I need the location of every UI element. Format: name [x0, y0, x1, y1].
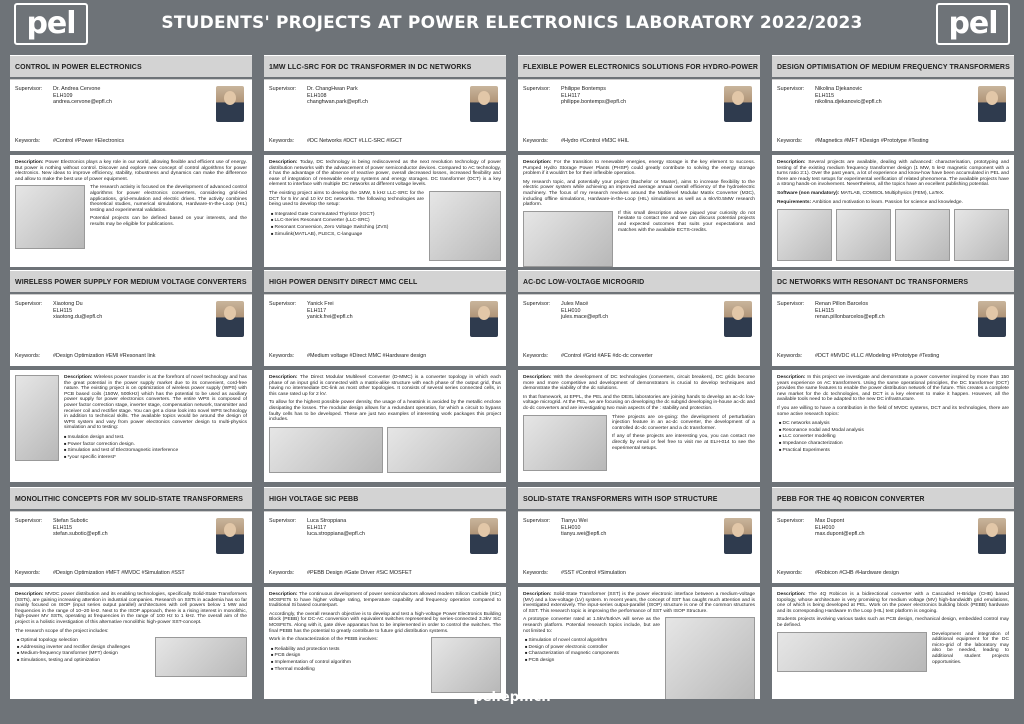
project-figure: [777, 632, 927, 672]
card-title: FLEXIBLE POWER ELECTRONICS SOLUTIONS FOR HYDRO-POWER: [518, 55, 760, 77]
paragraph: If any of these projects are interesting you, you can contact me directly by email or feel free to visit me at ELH-014 to see the experimental setups.: [612, 434, 755, 451]
description-block: [518, 587, 760, 699]
topic-list: [777, 420, 1009, 453]
project-card: [772, 270, 1014, 482]
poster-title: STUDENTS' PROJECTS AT POWER ELECTRONICS LABORATORY 2022/2023: [161, 13, 863, 33]
topic-item: ■ Characterization of magnetic components: [525, 650, 755, 657]
topic-item: ■ LLC-Series Resonant Converter (LLC-SRC): [271, 217, 501, 224]
project-card: [10, 55, 252, 267]
paragraph: The research activity is focused on the development of advanced control algorithms for power electronics converters, considering grid-tied applications, grid-emulation and electric drives. The activity combines theoretical studies, numerical simulations, Hardware-In-the-Loop (HIL) testing and experimental validation.: [90, 185, 247, 213]
supervisor-block: [518, 294, 760, 366]
keywords-label: Keywords:: [269, 570, 295, 576]
supervisor-photo: [724, 86, 752, 122]
topic-item: ■ Simulations, testing and optimization: [17, 657, 247, 664]
office: ELH108: [307, 92, 327, 99]
topic-item: ■ Implementation of control algorithm: [271, 659, 501, 666]
topic-item: ■ Impedance characterization: [779, 440, 1009, 447]
supervisor-block: [772, 79, 1014, 151]
description-text: For the transition to renewable energies, energy storage is the key element to success. Pumped Hydro Storage Power Plants (PHSP) could greatly contribute to solving the energy storage problem if it wouldn't be for their inflexible operation.: [523, 160, 755, 177]
keywords: #Medium voltage #Direct MMC #Hardware design: [307, 353, 427, 359]
supervisor-photo: [724, 301, 752, 337]
keywords: #Magnetics #MFT #Design #Prototype #Testing: [815, 138, 929, 144]
description-block: [772, 587, 1014, 699]
description-text: Wireless power transfer is at the forefront of novel technology and has the great potential in the power supply market due to its convenient, cord-free nature. The existing project is on optimization of wireless power supply (WPS) with PCB based coils (150W, 500kHz) which has the potential to be used as auxiliary power supply for power electronics converters. The entire WPS is composed of power factor correction stage, inverter stage, compensation network, transmitter and receiver coil and rectifier stage. You can get a close look into novel WPS technology in addition to technical skills. The available topics would be around the design of WPS system and vary from power electronics converter design to multi-physics simulation and to testing:: [64, 375, 247, 431]
supervisor-photo: [978, 518, 1006, 554]
software-label: Software (non mandatory):: [777, 190, 840, 196]
keywords: #Robicon #CHB #Hardware design: [815, 570, 899, 576]
topic-item: ■ Addressing inverter and rectifier design challenges: [17, 644, 247, 651]
description-label: Description:: [523, 375, 552, 380]
paragraph: The existing project aims to develop the 1MW, 5 kHz LLC-SRC for the DCT for 5 kV and 10 kV DC networks. The following technologies are being used to develop the setup:: [269, 190, 424, 208]
card-title: DESIGN OPTIMISATION OF MEDIUM FREQUENCY TRANSFORMERS: [772, 55, 1014, 77]
paragraph: Students projects involving various tasks such as PCB design, mechanical design, embedded control may be defined.: [777, 617, 1009, 628]
keywords-label: Keywords:: [15, 570, 41, 576]
project-card: [518, 270, 760, 482]
supervisor-name: Dr. Andrea Cervone: [53, 86, 101, 92]
office: ELH010: [561, 524, 581, 531]
email-link[interactable]: stefan.subotic@epfl.ch: [53, 531, 108, 538]
poster-header: [0, 0, 1024, 48]
description-text: The Direct Modular Multilevel Converter (D-MMC) is a converter topology in which each phase of an input grid is connected with a matrix-alike structure with each phase of the output grid, thus having no intermediate DC-link as most other topologies. It consists of several series connected cells, in this case rated up for 2 kV.: [269, 375, 501, 397]
supervisor-photo: [216, 301, 244, 337]
keywords-label: Keywords:: [269, 138, 295, 144]
pel-logo: pel: [14, 3, 88, 45]
supervisor-photo: [978, 301, 1006, 337]
supervisor-name: Nikolina Djekanovic: [815, 86, 863, 92]
keywords-label: Keywords:: [15, 353, 41, 359]
office: ELH117: [307, 524, 327, 531]
paragraph: Accordingly, the overall research objective is to develop and test a high-voltage Power Electronics Building Block (PEBB) for DC-AC conversion with equivalent switches represented by series-connected 3.3kV SiC MOSFETs. Along with it, gate drive apparatus has to be implemented in order to control the switches. The final PEBB has the potential to greatly contribute to future grid distribution systems.: [269, 611, 501, 634]
keywords: #PEBB Design #Gate Driver #SiC MOSFET: [307, 570, 412, 576]
description-block: [518, 370, 760, 482]
supervisor-name: Max Dupont: [815, 518, 845, 524]
description-text: Today, DC technology is being rediscovered as the next revolution technology of power distribution networks with the advancement of power semiconductor devices. Compared to AC technology, it has the advantage of the absence of reactive power, overall decreased losses, increased flexibility and ease of integration of renewable energy systems and energy storages. DC transformer (DCT) is a key element to interface with multiple DC networks at different voltage levels.: [269, 160, 501, 188]
email-link[interactable]: tianyu.wei@epfl.ch: [561, 531, 607, 538]
card-title: CONTROL IN POWER ELECTRONICS: [10, 55, 252, 77]
keywords: #DC Networks #DCT #LLC-SRC #IGCT: [307, 138, 403, 144]
project-figure: [15, 185, 85, 249]
keywords: #Hydro #Control #M3C #HIL: [561, 138, 630, 144]
description-label: Description:: [777, 160, 806, 165]
topic-item: ■ Simulink(MATLAB), PLECS, C-language: [271, 231, 501, 238]
topic-item: ■ Thermal modelling: [271, 666, 501, 673]
description-block: [10, 587, 252, 699]
card-title: 1MW LLC-SRC FOR DC TRANSFORMER IN DC NETWORKS: [264, 55, 506, 77]
supervisor-photo: [470, 518, 498, 554]
supervisor-label: Supervisor:: [523, 518, 551, 524]
description-text: MVDC power distribution and its enabling technologies, specifically Solid-State Transformers (SSTs), are gaining increasing attention in industrial companies. Research on SSTs in academia has so far mainly focused on ISOP (input series output parallel) architectures with cell powers below 1 MW and frequencies in the range of 10–20 kHz. Next to the ISOP approach, there is a rising interest in monolithic, high-power MV SSTs, operating at frequencies in the range of 100 Hz to 1 kHz. The overall aim of the project is a holistic investigation of this alternative monolithic high-power SST-concept.: [15, 592, 248, 625]
topic-item: ■ LLC converter modelling: [779, 433, 1009, 440]
supervisor-label: Supervisor:: [15, 301, 43, 307]
project-card: [772, 487, 1014, 699]
paragraph: My research topic, and potentially your project (Bachelor or Master), aims to increase flexibility to the electric power system while achieving an improved average annual overall efficiency of the hydroelectric machinery. The focus of my research revolves around the Multilevel Modular Matrix Converter (M3C), including offline simulations, Hardware-in-the-Loop (HIL) simulations as well as a 6kV/0.5MW research platform.: [523, 179, 755, 208]
paragraph: Development and integration of additional equipment for the DC micro-grid of the laboratory may also be needed, leading to additional student projects opportunities.: [932, 631, 1009, 665]
description-block: [264, 370, 506, 482]
supervisor-name: Dr. ChangHwan Park: [307, 86, 358, 92]
keywords: #DCT #MVDC #LLC #Modeling #Prototype #Testing: [815, 353, 940, 359]
project-card: [772, 55, 1014, 267]
email-link[interactable]: renan.pillonbarcelos@epfl.ch: [815, 314, 885, 321]
keywords-label: Keywords:: [777, 570, 803, 576]
description-block: [772, 155, 1014, 267]
paragraph: If you are willing to have a contribution in the field of MVDC systems, DCT and its technologies, there are some active research topics:: [777, 405, 1009, 417]
supervisor-block: [518, 511, 760, 583]
project-photo: [387, 427, 501, 473]
topic-item: ■ DC networks analysis: [779, 420, 1009, 427]
paragraph: If this small description above piqued your curiosity do not hesitate to contact me and we can discuss potential projects and expected outcomes that suits your expectations and matches with the available ECTS-credits.: [618, 210, 755, 233]
keywords: #Design Optimization #MFT #MVDC #Simulation #SST: [53, 570, 185, 576]
topic-item: ■ Design of power electronic controller: [525, 644, 755, 651]
supervisor-photo: [216, 518, 244, 554]
description-label: Description:: [523, 592, 552, 597]
keywords: #Control #Grid #AFE #dc-dc converter: [561, 353, 653, 359]
description-block: [518, 155, 760, 267]
supervisor-label: Supervisor:: [269, 86, 297, 92]
office: ELH109: [53, 92, 73, 99]
project-figure: [429, 191, 501, 261]
project-card: [264, 487, 506, 699]
software-text: MATLAB, COMSOL Multiphysics (FEM), LaTeX.: [840, 190, 945, 196]
card-title: SOLID-STATE TRANSFORMERS WITH ISOP STRUCTURE: [518, 487, 760, 509]
description-block: [10, 155, 252, 267]
office: ELH115: [815, 307, 835, 314]
supervisor-name: Yanick Frei: [307, 301, 334, 307]
requirements-text: Ambition and motivation to learn. Passion for science and knowledge.: [812, 199, 963, 205]
supervisor-label: Supervisor:: [777, 86, 805, 92]
keywords-label: Keywords:: [523, 138, 549, 144]
project-figure: [665, 617, 755, 699]
office: ELH010: [561, 307, 581, 314]
paragraph: Three projects are on-going: the development of perturbation injection feature in an ac-dc converter, the development of a controlled dc-dc converter and a dc transformer.: [612, 414, 755, 431]
email-link[interactable]: jules.mace@epfl.ch: [561, 314, 609, 321]
paragraph: A prototype converter rated at 1.5kV/54kVA will serve as the research platform. Potential research topics include, but are not limited to:: [523, 617, 660, 634]
office: ELH115: [53, 524, 73, 531]
office: ELH010: [815, 524, 835, 531]
supervisor-label: Supervisor:: [777, 301, 805, 307]
description-label: Description:: [777, 375, 806, 380]
keywords: #Design Optimization #EMI #Resonant link: [53, 353, 156, 359]
project-photo: [777, 209, 832, 261]
description-label: Description:: [269, 375, 298, 380]
office: ELH117: [307, 307, 327, 314]
supervisor-block: [772, 294, 1014, 366]
card-title: WIRELESS POWER SUPPLY FOR MEDIUM VOLTAGE CONVERTERS: [10, 270, 252, 292]
project-photo: [836, 209, 891, 261]
email-link[interactable]: luca.stroppiana@epfl.ch: [307, 531, 365, 538]
project-card: [264, 55, 506, 267]
email-link[interactable]: nikolina.djekanovic@epfl.ch: [815, 99, 882, 106]
paragraph: Work in the characterization of the PEBB involves:: [269, 637, 378, 643]
paragraph: In that framework, at EPFL, the PEL and the DESL laboratories are joining hands to develop an ac-dc low-voltage microgrid. At the PEL, we are focusing on developing the dc subgrid developing in-house ac-dc and dc-dc converters and are investigating two main aspects of the : stability and protection.: [523, 394, 755, 411]
supervisor-label: Supervisor:: [777, 518, 805, 524]
supervisor-block: [10, 294, 252, 366]
description-text: Solid-State Transformer (SST) is the power electronic interface between a medium-voltage (MV) and a low-voltage (LV) system. In recent years, the concept of SST has caught much attention and is investigated extensively. The input-series output-parallel (ISOP) structure is one of the common structures of SST. This research topic is improving the performance of SST with ISOP Structure.: [523, 592, 756, 614]
project-figure: [431, 637, 501, 693]
project-card: [10, 270, 252, 482]
supervisor-label: Supervisor:: [15, 86, 43, 92]
project-card: [518, 55, 760, 267]
card-title: AC-DC LOW-VOLTAGE MICROGRID: [518, 270, 760, 292]
supervisor-name: Luca Stroppiana: [307, 518, 347, 524]
description-label: Description:: [269, 160, 298, 165]
topic-item: ■ Insulation design and test.: [17, 434, 247, 441]
paragraph: To allow for the highest possible power density, the usage of a heatsink is avoided by the metallic enclose dissipating the losses. The modular design allows for a redundant operation, for which a circuit to bypass faulty cells has to be developed. These are just two examples of interesting work packages this project includes.: [269, 400, 501, 423]
pel-logo-right: pel: [936, 3, 1010, 45]
description-text: The 4Q Robicon is a bidirectional converter with a Cascaded H-Bridge (CHB) based topology, whose architecture is very promising for medium voltage (MV) high-bandwidth grid emulations, one of which is being developed at PEL. Work on the power electronics building block (PEBB) hardware and its corresponding Hardware In the Loop (HIL) test platform is ongoing.: [777, 592, 1009, 614]
description-label: Description:: [777, 592, 806, 597]
supervisor-label: Supervisor:: [269, 301, 297, 307]
supervisor-name: Stefan Subotic: [53, 518, 89, 524]
supervisor-block: [264, 294, 506, 366]
supervisor-block: [10, 79, 252, 151]
card-title: HIGH POWER DENSITY DIRECT MMC CELL: [264, 270, 506, 292]
email-link[interactable]: max.dupont@epfl.ch: [815, 531, 865, 538]
supervisor-photo: [216, 86, 244, 122]
project-card: [10, 487, 252, 699]
project-card: [518, 487, 760, 699]
paragraph: Potential projects can be defined based on your interests, and the results may be eligible for publications.: [90, 216, 247, 227]
email-link[interactable]: xiaotong.du@epfl.ch: [53, 314, 103, 321]
description-block: [264, 587, 506, 699]
email-link[interactable]: yanick.frei@epfl.ch: [307, 314, 353, 321]
keywords: #SST #Control #Simulation: [561, 570, 626, 576]
supervisor-block: [264, 79, 506, 151]
keywords: #Control #Power #Electronics: [53, 138, 125, 144]
topic-item: ■ Medium-frequency transformer (MFT) design: [17, 650, 247, 657]
description-label: Description:: [269, 592, 298, 597]
topic-item: ■ Power factor correction design.: [17, 441, 247, 448]
topic-item: ■ PCB design: [271, 652, 501, 659]
supervisor-label: Supervisor:: [269, 518, 297, 524]
project-photo: [954, 209, 1009, 261]
card-title: HIGH VOLTAGE SIC PEBB: [264, 487, 506, 509]
supervisor-label: Supervisor:: [15, 518, 43, 524]
description-label: Description:: [15, 592, 44, 597]
topic-item: ■ Reliability and protection tests: [271, 646, 501, 653]
description-label: Description:: [64, 375, 93, 380]
card-title: PEBB FOR THE 4Q ROBICON CONVERTER: [772, 487, 1014, 509]
email-link[interactable]: andrea.cervone@epfl.ch: [53, 99, 112, 106]
card-title: DC NETWORKS WITH RESONANT DC TRANSFORMERS: [772, 270, 1014, 292]
supervisor-label: Supervisor:: [523, 86, 551, 92]
project-card: [264, 270, 506, 482]
office: ELH115: [53, 307, 73, 314]
description-text: In this project we investigate and demonstrate a power converter inspired by more than 150 years experience on AC transformers. Using the same operational principles, the DC transformer (DCT) provides the same features to enable the power distribution network of the future. This creates a complete new market for the dc technologies, and DCT is a key element to make it happen. However, all the available tools need to be adapted to the new DC infrastructure.: [777, 375, 1009, 403]
keywords-label: Keywords:: [269, 353, 295, 359]
description-text: Several projects are available, dealing with advanced: characterisation, prototyping and testing of the existing medium frequency transformer design (1 MW, 5 kHz magnetic component with a turns ratio 2:1). Over the past years, a lot of experience and know-how have been accumulated in PEL and there are ready test setups for experimental verification of related phenomena. The available projects have a strong hands-on involvement. Nevertheless, all the topics have an excellent publishing potential.: [777, 160, 1010, 188]
topic-item: ■ Resonance nodal and Modal analysis: [779, 427, 1009, 434]
project-photo: [269, 427, 383, 473]
topic-item: ■ Resonant Conversion, Zero Voltage Switching (ZVS): [271, 224, 501, 231]
supervisor-block: [264, 511, 506, 583]
project-photo: [895, 209, 950, 261]
description-block: [10, 370, 252, 482]
requirements-label: Requirements:: [777, 199, 812, 205]
topic-item: ■ Optimal topology selection: [17, 637, 247, 644]
office: ELH115: [815, 92, 835, 99]
supervisor-name: Philippe Bontemps: [561, 86, 606, 92]
supervisor-name: Renan Pillon Barcelos: [815, 301, 869, 307]
topic-item: ■ Integrated Gate Commutated Thyristor (IGCT): [271, 211, 501, 218]
project-figure: [523, 415, 607, 471]
card-title: MONOLITHIC CONCEPTS FOR MV SOLID-STATE TRANSFORMERS: [10, 487, 252, 509]
description-text: With the development of DC technologies (converters, circuit breakers), DC grids become more and more competitive and development of demonstrators is crucial to develop techniques and demonstrate the viability of the dc solutions.: [523, 375, 756, 392]
project-figure: [155, 637, 247, 677]
supervisor-name: Xiaotong Du: [53, 301, 83, 307]
project-figure: [15, 375, 59, 461]
supervisor-photo: [978, 86, 1006, 122]
topic-item: ■ PCB design: [525, 657, 755, 664]
supervisor-name: Jules Macé: [561, 301, 589, 307]
supervisor-name: Tianyu Wei: [561, 518, 588, 524]
email-link[interactable]: changhwan.park@epfl.ch: [307, 99, 368, 106]
keywords-label: Keywords:: [15, 138, 41, 144]
paragraph: The research scope of the project includes:: [15, 628, 109, 634]
supervisor-block: [10, 511, 252, 583]
email-link[interactable]: philippe.bontemps@epfl.ch: [561, 99, 627, 106]
project-figure: [523, 211, 613, 267]
supervisor-photo: [470, 301, 498, 337]
topic-item: ■ Simulation and test of Electromagnetic interference: [17, 447, 247, 454]
keywords-label: Keywords:: [523, 353, 549, 359]
topic-item: ■ Practical Experiments: [779, 447, 1009, 454]
description-label: Description:: [15, 160, 44, 165]
supervisor-photo: [724, 518, 752, 554]
supervisor-block: [518, 79, 760, 151]
description-label: Description:: [523, 160, 552, 165]
keywords-label: Keywords:: [523, 570, 549, 576]
description-block: [772, 370, 1014, 482]
description-text: Power Electronics plays a key role in our world, allowing flexible and efficient use of energy. But power is nothing without control. Discover and explore new concept of control algorithms for power electronics. New ideas to improve efficiency, stability, robustness and dynamics can make the difference and allow to make the best use of power equipment.: [15, 160, 247, 182]
description-block: [264, 155, 506, 267]
supervisor-photo: [470, 86, 498, 122]
topic-item: ■ *your specific interest*: [17, 454, 247, 461]
keywords-label: Keywords:: [777, 138, 803, 144]
office: ELH117: [561, 92, 581, 99]
supervisor-label: Supervisor:: [523, 301, 551, 307]
keywords-label: Keywords:: [777, 353, 803, 359]
description-text: The continuous development of power semiconductors allowed modern Silicon Carbide (SiC) MOSFETs to have higher voltage rating, temperature capability and frequency operation compared to traditional Si based counterpart.: [269, 592, 501, 609]
supervisor-block: [772, 511, 1014, 583]
footer-url[interactable]: pel.epfl.ch: [473, 690, 551, 705]
topic-item: ■ Simulation of novel control algorithm: [525, 637, 755, 644]
